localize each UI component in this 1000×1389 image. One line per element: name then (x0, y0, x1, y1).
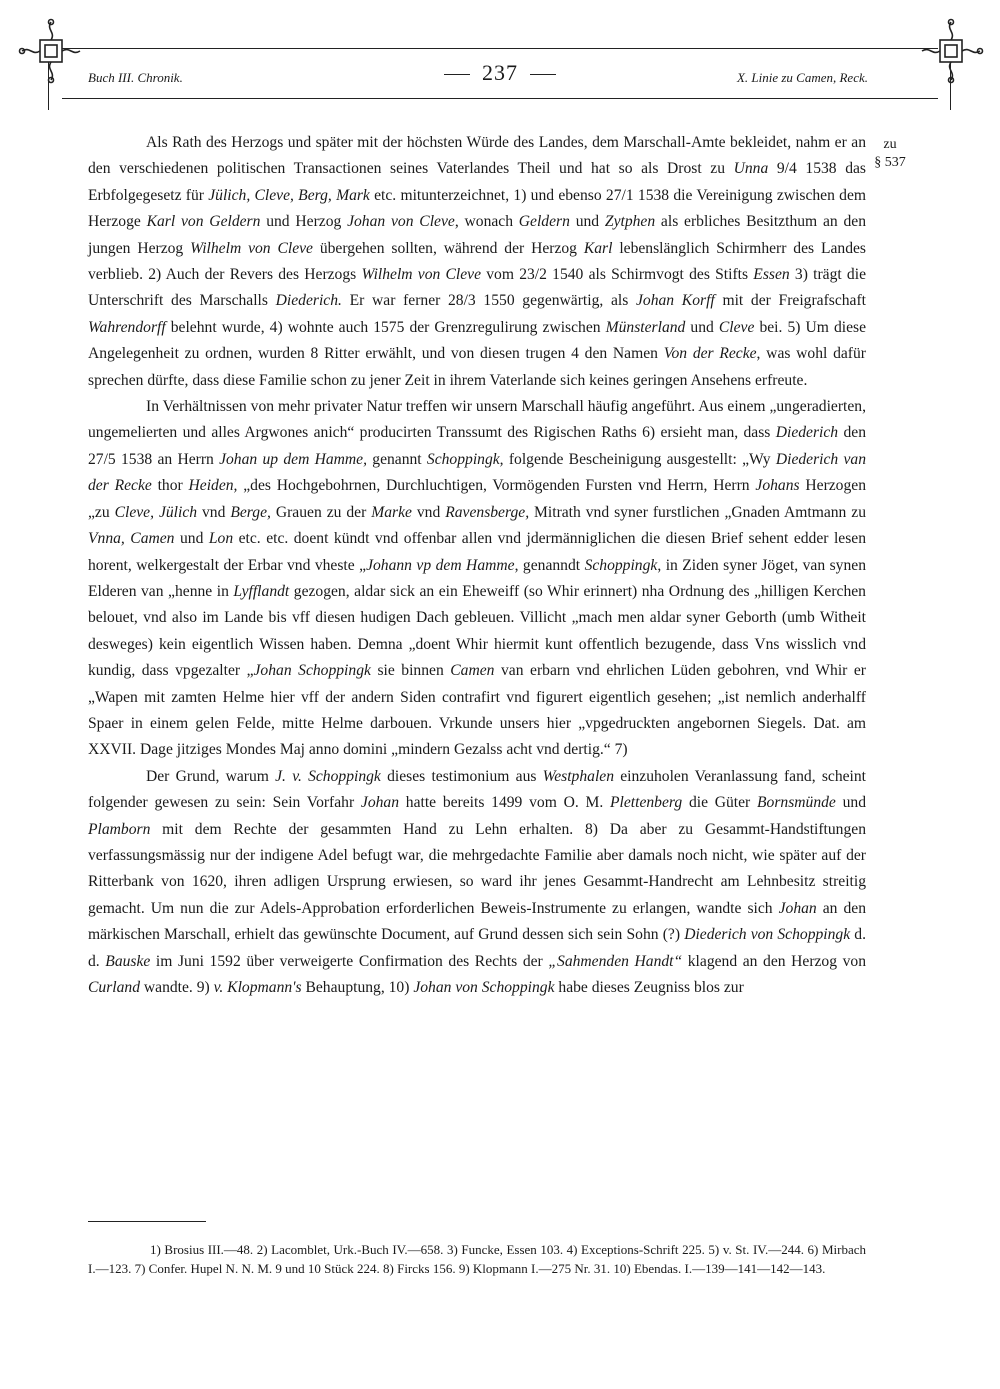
dash-left (444, 74, 470, 75)
italic-name: Cleve (718, 318, 755, 336)
text-run: an den märkischen Marschall, erhielt das gewünschte Document, auf Grund dessen sich sein Sohn (?) (88, 899, 866, 944)
italic-name: Curland (88, 979, 140, 996)
italic-name: Wilhelm von Cleve (190, 239, 313, 257)
dash-right (530, 74, 556, 75)
text-run: Behauptung, 10) (301, 979, 414, 996)
text-run: sie binnen (370, 662, 451, 680)
text-run: d. d. (88, 926, 866, 970)
italic-name: Lon (208, 530, 234, 548)
text-run: Grauen zu der (270, 503, 372, 521)
text-run: übergehen sollten, während der Herzog (312, 239, 584, 257)
margin-note-line1: zu (883, 137, 897, 152)
paragraph-2 (88, 394, 866, 764)
italic-name: Westphalen (542, 767, 614, 785)
text-run: Herzogen „zu (88, 477, 866, 521)
text-run: folgende Bescheinigung ausgestellt: „Wy (503, 450, 776, 468)
italic-name: Johan (360, 794, 400, 812)
italic-name: Diederich. (275, 292, 342, 310)
text-run: und (569, 213, 605, 231)
frame-top-line (62, 48, 938, 49)
italic-name: Essen (753, 266, 790, 284)
italic-name: Diederich (775, 424, 839, 442)
main-text (88, 130, 866, 1001)
footnote-text: 1) Brosius III.—48. 2) Lacomblet, Urk.-Buch IV.—658. 3) Funcke, Essen 103. 4) Exceptions-Schrift 225. 5) v. St. IV.—244. 6) Mirbach I.—123. 7) Confer. Hupel N. N. M. 9 und 10 Stück 224. 8) Fircks 156. 9) Klopmann I.—275 Nr. 31. 10) Ebendas. I.—139—141—142—143. (88, 1242, 866, 1276)
italic-name: Schoppingk, (426, 450, 504, 468)
text-run: , wonach (454, 213, 519, 231)
text-run: In Verhältnissen von mehr privater Natur treffen wir unsern Marschall häufig angeführt. Aus einem „ungeradierten, ungemelierten und alles Argwones anich“ producirten Transsumt des Rigischen Raths 6) ersieht man, dass (88, 398, 866, 442)
text-run: Mitrath vnd syner furstlichen „Gnaden Amtmann zu (529, 503, 867, 521)
italic-name: Johan Korff (636, 292, 715, 310)
italic-name: Wahrendorff (88, 318, 166, 336)
italic-name: Vnna, Camen (88, 530, 175, 548)
text-run: die Güter (682, 794, 758, 812)
text-run: vnd (197, 503, 231, 521)
text-run: genannt (367, 450, 427, 468)
text-run: den 27/5 1538 an Herrn (88, 424, 866, 468)
italic-name: Plamborn (88, 820, 151, 838)
text-run: vnd (411, 503, 446, 521)
italic-name: Johann vp dem Hamme (366, 556, 515, 574)
text-run: Er war ferner 28/3 1550 gegenwärtig, als (341, 292, 636, 310)
text-run: vom 23/2 1540 als Schirmvogt des Stifts (481, 266, 754, 284)
italic-name: Johan von Cleve (347, 213, 455, 231)
text-run: mit der Freigrafschaft (714, 292, 867, 310)
text-run: und (685, 318, 719, 336)
text-run: etc. mitunterzeichnet, 1) und ebenso 27/1 1538 die Vereinigung zwischen dem Herzoge (88, 186, 867, 231)
text-run: klagend an den Herzog von (682, 952, 867, 970)
text-run: Der Grund, warum (146, 767, 276, 785)
text-run: dieses testimonium aus (380, 767, 543, 785)
italic-name: Johans (755, 477, 800, 495)
italic-name: Karl von Geldern (146, 213, 261, 231)
text-run: Als Rath des Herzogs und später mit der höchsten Würde des Landes, dem Marschall-Amte bekleidet, nahm er an den verschiedenen politischen Transactionen seines Vaterlandes Theil und hat so als Drost zu (88, 134, 866, 178)
footnotes (88, 1240, 866, 1278)
italic-name: Johan up dem Hamme, (219, 450, 367, 468)
text-run: habe dieses Zeugniss blos zur (554, 979, 744, 996)
italic-name: Diederich von Schoppingk (684, 926, 851, 944)
text-run: , was wohl dafür sprechen dürfte, dass diese Familie schon zu jener Zeit in ihrem Vaterlande sich keines geringen Ansehens erfreute. (88, 345, 866, 389)
text-run: mit dem Rechte der gesammten Hand zu Lehn erhalten. 8) Da aber zu Gesammt-Handstiftungen verfassungsmässig nur der indigene Adel befugt war, die mehrgedachte Familie aber damals noch nicht, wie später auf der Ritterbank von 1620, ihren adligen Ursprung erwiesen, so ward ihr jenes Gesammt-Handrecht am Lehnbesitz streitig gemacht. Um nun die zur Adels-Approbation erforderlichen Beweis-Instrumente zu erlangen, wandte sich (88, 820, 866, 917)
italic-name: Marke (371, 503, 412, 521)
italic-name: Camen (450, 662, 495, 680)
text-run: belehnt wurde, 4) wohnte auch 1575 der Grenzregulirung zwischen (165, 318, 606, 336)
italic-name: J. v. Schoppingk (275, 767, 381, 785)
paragraph-1 (88, 130, 866, 394)
italic-name: Bornsmünde (757, 794, 836, 812)
text-run: wandte. 9) (140, 979, 214, 996)
italic-name: Von der Recke (663, 345, 757, 363)
italic-name: Lyfflandt (233, 582, 290, 600)
text-run: gezogen, aldar sick an ein Eheweiff (so Whir erinnert) nha Ordnung des „hilligen Kerchen belouet, vnd also im Lande bis vff diesen hudigen Dach gebleuen. Villicht „mach men aldar syner Geborth (umb Witheit desweges) kein eigentlich Wissen haben. Demna „doent Whir hiermit kunt offentlich bezugende, dass Vns wisslich vnd kundig, dass vpgezalter „ (88, 582, 866, 680)
italic-name: Unna (733, 160, 769, 178)
text-run: „des Hochgebohrnen, Durchluchtigen, Vormögenden Fursten vnd Herrn, Herrn (237, 477, 756, 495)
text-run: als erbliches Besitzthum an den jungen Herzog (88, 213, 866, 257)
running-header-left: Buch III. Chronik. (88, 70, 183, 85)
italic-name: Heiden, (188, 477, 238, 495)
text-run: lebenslänglich Schirmherr des Landes verblieb. 2) Auch der Revers des Herzogs (88, 239, 866, 284)
italic-name: Diederich van der Recke (88, 450, 866, 495)
page-number-text: 237 (482, 60, 518, 85)
italic-name: Plettenberg (610, 794, 683, 812)
text-run: thor (151, 477, 189, 495)
paragraph-3 (88, 764, 866, 1002)
italic-name: Schoppingk (584, 556, 658, 574)
frame-header-rule (62, 98, 938, 99)
text-run: hatte bereits 1499 vom O. M. (399, 794, 611, 812)
italic-name: Johan von Schoppingk (413, 979, 555, 996)
text-run: einzuholen Veranlassung fand, scheint folgender gewesen zu sein: Sein Vorfahr (88, 767, 866, 812)
margin-note-line2: § 537 (874, 155, 906, 170)
italic-name: Wilhelm von Cleve (361, 266, 482, 284)
margin-note (870, 136, 910, 172)
text-run: bei. 5) Um diese Angelegenheit zu ordnen, wurden 8 Ritter erwählt, und von diesen trugen 4 den Namen (88, 318, 867, 363)
italic-name: v. Klopmann's (213, 979, 302, 996)
text-run: 9/4 1538 das Erbfolgegesetz für (88, 160, 866, 204)
italic-name: Bauske (105, 952, 151, 970)
italic-name: Karl (583, 239, 613, 257)
running-header-right: X. Linie zu Camen, Reck. (736, 70, 868, 85)
italic-name: Cleve, Jülich (114, 503, 198, 521)
italic-name: Ravensberge, (445, 503, 530, 521)
italic-name: Johan Schoppingk (253, 662, 371, 680)
italic-name: Geldern (518, 213, 570, 231)
text-run: und (835, 794, 867, 812)
text-run: 3) trägt die Unterschrift des Marschalls (88, 266, 866, 310)
italic-name: „Sahmenden Handt“ (548, 952, 683, 970)
italic-name: Münsterland (605, 318, 686, 336)
text-run: etc. etc. doent kündt vnd offenbar allen vnd jdermänniglichen die diesen Brief sehent edder lesen horent, welkergestalt der Erbar vnd vheste „ (88, 530, 866, 574)
text-run: und (174, 530, 209, 548)
text-run: , in Ziden syner Jöget, van synen Elderen van „henne in (88, 556, 866, 600)
text-run: und Herzog (260, 213, 348, 231)
text-run: im Juni 1592 über verweigerte Confirmation des Rechts der (150, 952, 549, 970)
italic-name: Zytphen (604, 213, 656, 231)
italic-name: Johan (778, 899, 817, 917)
text-run: van erbarn vnd ehrlichen Lüden gebohren, vnd Whir er „Wapen mit zamten Helme hier vff der andern Siden contrafirt vnd figurert eigentlich gesehen; „ist nemlich anderhalff Spaer in einem gelen Felde, mitte Helme darbouen. Vrkunde unsers hier „vpgedruckten angebornen Siegels. Dat. am XXVII. Dage jitziges Mondes Maj anno domini „mindern Gezalss acht vnd dertig.“ 7) (88, 662, 866, 759)
italic-name: Berge, (230, 503, 271, 521)
text-run: , genanndt (514, 556, 585, 574)
footnote-rule (88, 1221, 206, 1222)
italic-name: Jülich, Cleve, Berg, Mark (208, 186, 370, 204)
